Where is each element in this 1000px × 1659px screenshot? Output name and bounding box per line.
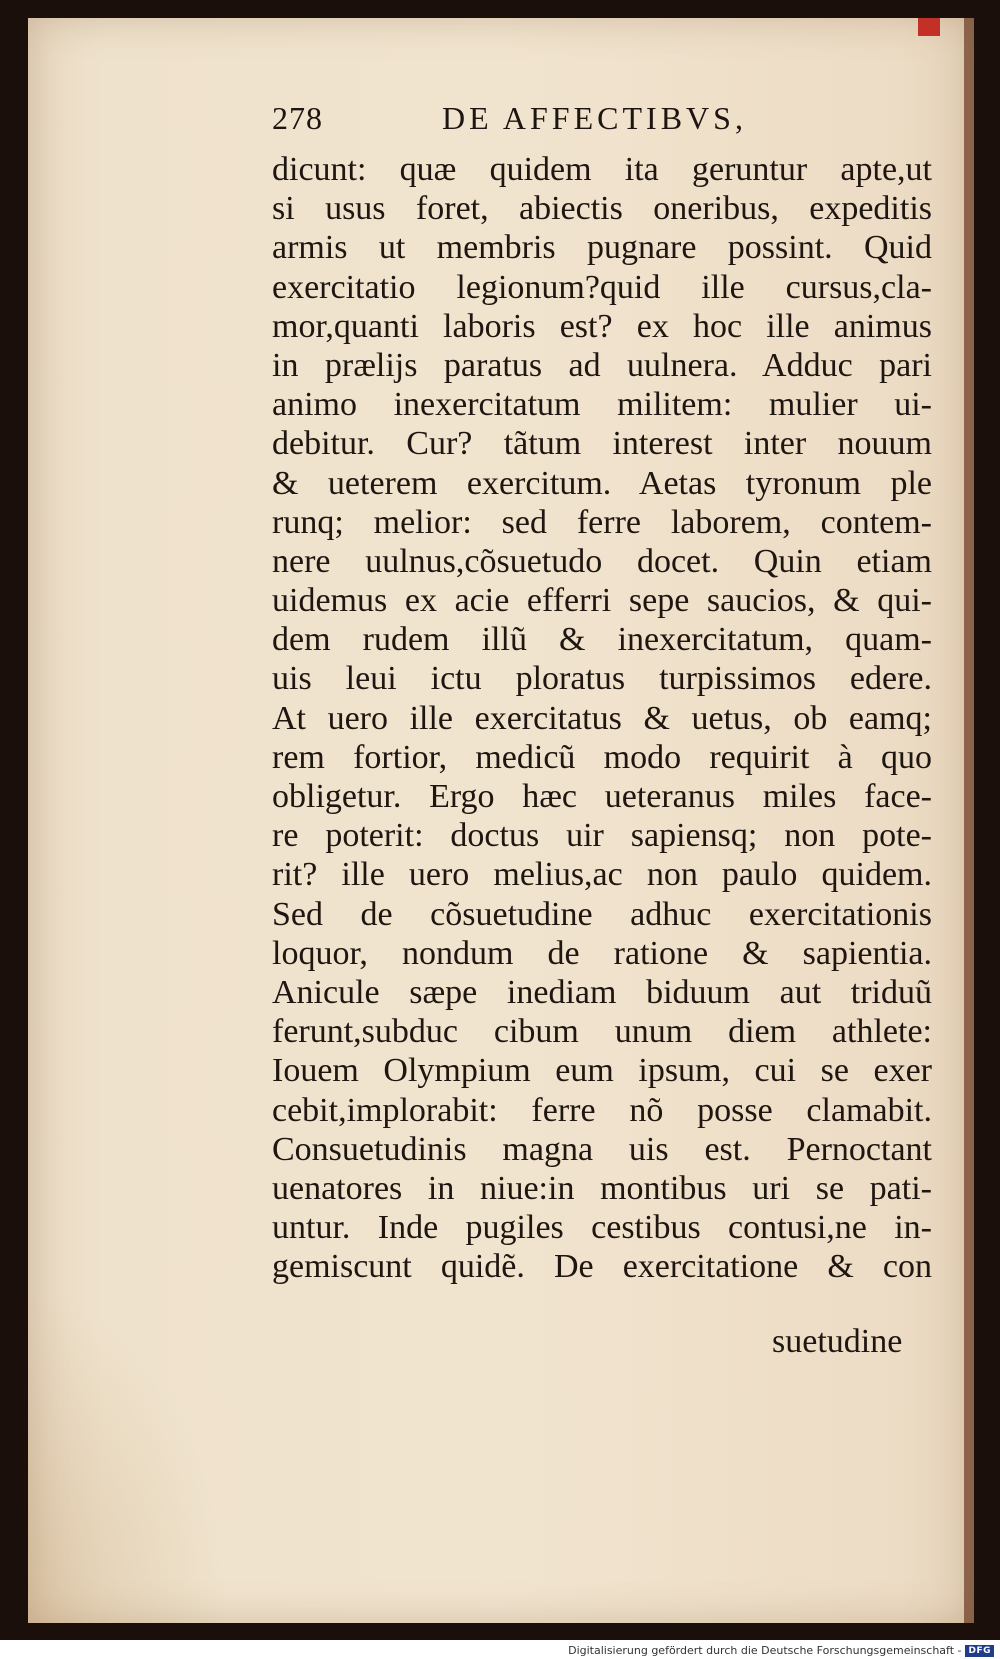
page-spine-edge [964, 18, 974, 1623]
text-line: uenatores in niue:in montibus uri se pati- [272, 1169, 932, 1207]
text-line: ferunt,subduc cibum unum diem athlete: [272, 1013, 932, 1051]
dfg-logo-icon: DFG [965, 1645, 994, 1657]
text-line: uidemus ex acie efferri sepe saucios, & qui- [272, 582, 932, 620]
text-line: & ueterem exercitum. Aetas tyronum ple [272, 464, 932, 502]
text-line: dicunt: quæ quidem ita geruntur apte,ut [272, 151, 932, 188]
text-line: At uero ille exercitatus & uetus, ob eamq; [272, 699, 932, 737]
text-line: in prælijs paratus ad uulnera. Adduc pari [272, 346, 932, 384]
page-number: 278 [272, 100, 323, 136]
text-line: rem fortior, medicũ modo requirit à quo [272, 738, 932, 776]
running-head [272, 100, 752, 144]
text-line: si usus foret, abiectis oneribus, expeditis [272, 190, 932, 228]
page-tab-marker [918, 18, 940, 36]
catchword: suetudine [772, 1323, 903, 1360]
running-head-title: DE AFFECTIBVS, [442, 100, 747, 136]
digitization-footer [568, 1642, 994, 1659]
text-line: animo inexercitatum militem: mulier ui- [272, 386, 932, 424]
text-line: Consuetudinis magna uis est. Pernoctant [272, 1130, 932, 1168]
text-line: nere uulnus,cõsuetudo docet. Quin etiam [272, 542, 932, 580]
text-line: rit? ille uero melius,ac non paulo quidem. [272, 856, 932, 894]
text-line: loquor, nondum de ratione & sapientia. [272, 934, 932, 972]
body-text [272, 150, 932, 1286]
text-line: untur. Inde pugiles cestibus contusi,ne in- [272, 1209, 932, 1247]
text-line: obligetur. Ergo hæc ueteranus miles face- [272, 778, 932, 815]
text-line: runq; melior: sed ferre laborem, contem- [272, 503, 932, 541]
text-line: uis leui ictu ploratus turpissimos edere. [272, 660, 932, 698]
text-line: re poterit: doctus uir sapiensq; non pote- [272, 817, 932, 855]
text-line: Sed de cõsuetudine adhuc exercitationis [272, 895, 932, 933]
text-line: Iouem Olympium eum ipsum, cui se exer [272, 1052, 932, 1090]
text-line: dem rudem illũ & inexercitatum, quam- [272, 621, 932, 659]
text-line: cebit,implorabit: ferre nõ posse clamabit. [272, 1091, 932, 1129]
text-line: exercitatio legionum?quid ille cursus,cla- [272, 268, 932, 306]
text-line: debitur. Cur? tãtum interest inter nouum [272, 425, 932, 463]
funding-credit: Digitalisierung gefördert durch die Deutsche Forschungsgemeinschaft - [568, 1644, 962, 1657]
text-line: Anicule sæpe inediam biduum aut triduũ [272, 973, 932, 1011]
text-line: mor,quanti laboris est? ex hoc ille animus [272, 307, 932, 345]
text-line: gemiscunt quidẽ. De exercitatione & con [272, 1248, 932, 1286]
text-line: armis ut membris pugnare possint. Quid [272, 229, 932, 267]
